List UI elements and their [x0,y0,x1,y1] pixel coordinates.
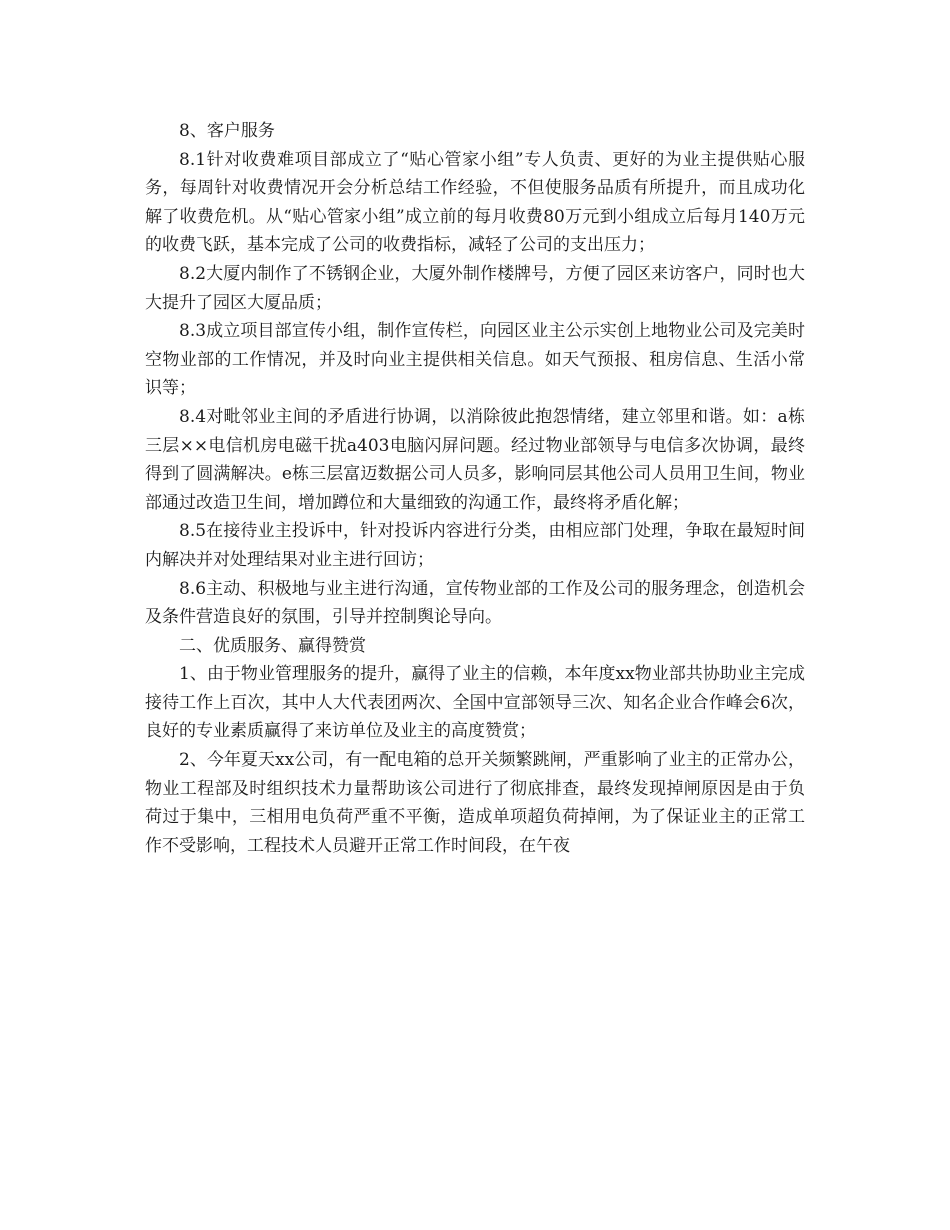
paragraph-8-5: 8.5在接待业主投诉中，针对投诉内容进行分类，由相应部门处理，争取在最短时间内解决并对处理结果对业主进行回访； [145,521,805,570]
paragraph-item-1: 1、由于物业管理服务的提升，赢得了业主的信赖，本年度xx物业部共协助业主完成接待工作上百次，其中人大代表团两次、全国中宣部领导三次、知名企业合作峰会6次，良好的专业素质赢得了来访单位及业主的高度赞赏； [145,664,805,742]
paragraph-8-1: 8.1针对收费难项目部成立了“贴心管家小组”专人负责、更好的为业主提供贴心服务，每周针对收费情况开会分析总结工作经验，不但使服务品质有所提升，而且成功化解了收费危机。从“贴心管家小组”成立前的每月收费80万元到小组成立后每月140万元的收费飞跃，基本完成了公司的收费指标，减轻了公司的支出压力； [145,149,805,256]
section-heading-quality-service: 二、优质服务、赢得赞赏 [179,635,366,656]
paragraph-8-3: 8.3成立项目部宣传小组，制作宣传栏，向园区业主公示实创上地物业公司及完美时空物业部的工作情况，并及时向业主提供相关信息。如天气预报、租房信息、生活小常识等； [145,321,805,399]
section-heading-customer-service: 8、客户服务 [179,121,275,141]
paragraph-item-2: 2、今年夏天xx公司，有一配电箱的总开关频繁跳闸，严重影响了业主的正常办公，物业工程部及时组织技术力量帮助该公司进行了彻底排查，最终发现掉闸原因是由于负荷过于集中，三相用电负荷严重不平衡，造成单项超负荷掉闸，为了保证业主的正常工作不受影响，工程技术人员避开正常工作时间段，在午夜 [145,750,805,856]
paragraph-8-2: 8.2大厦内制作了不锈钢企业，大厦外制作楼牌号，方便了园区来访客户，同时也大大提升了园区大厦品质； [145,263,805,313]
document-body [145,117,805,860]
paragraph-8-6: 8.6主动、积极地与业主进行沟通，宣传物业部的工作及公司的服务理念，创造机会及条件营造良好的氛围，引导并控制舆论导向。 [145,578,805,628]
paragraph-8-4: 8.4对毗邻业主间的矛盾进行协调，以消除彼此抱怨情绪，建立邻里和谐。如：a栋三层××电信机房电磁干扰a403电脑闪屏问题。经过物业部领导与电信多次协调，最终得到了圆满解决。e栋三层富迈数据公司人员多，影响同层其他公司人员用卫生间，物业部通过改造卫生间，增加蹲位和大量细致的沟通工作，最终将矛盾化解； [145,406,805,513]
